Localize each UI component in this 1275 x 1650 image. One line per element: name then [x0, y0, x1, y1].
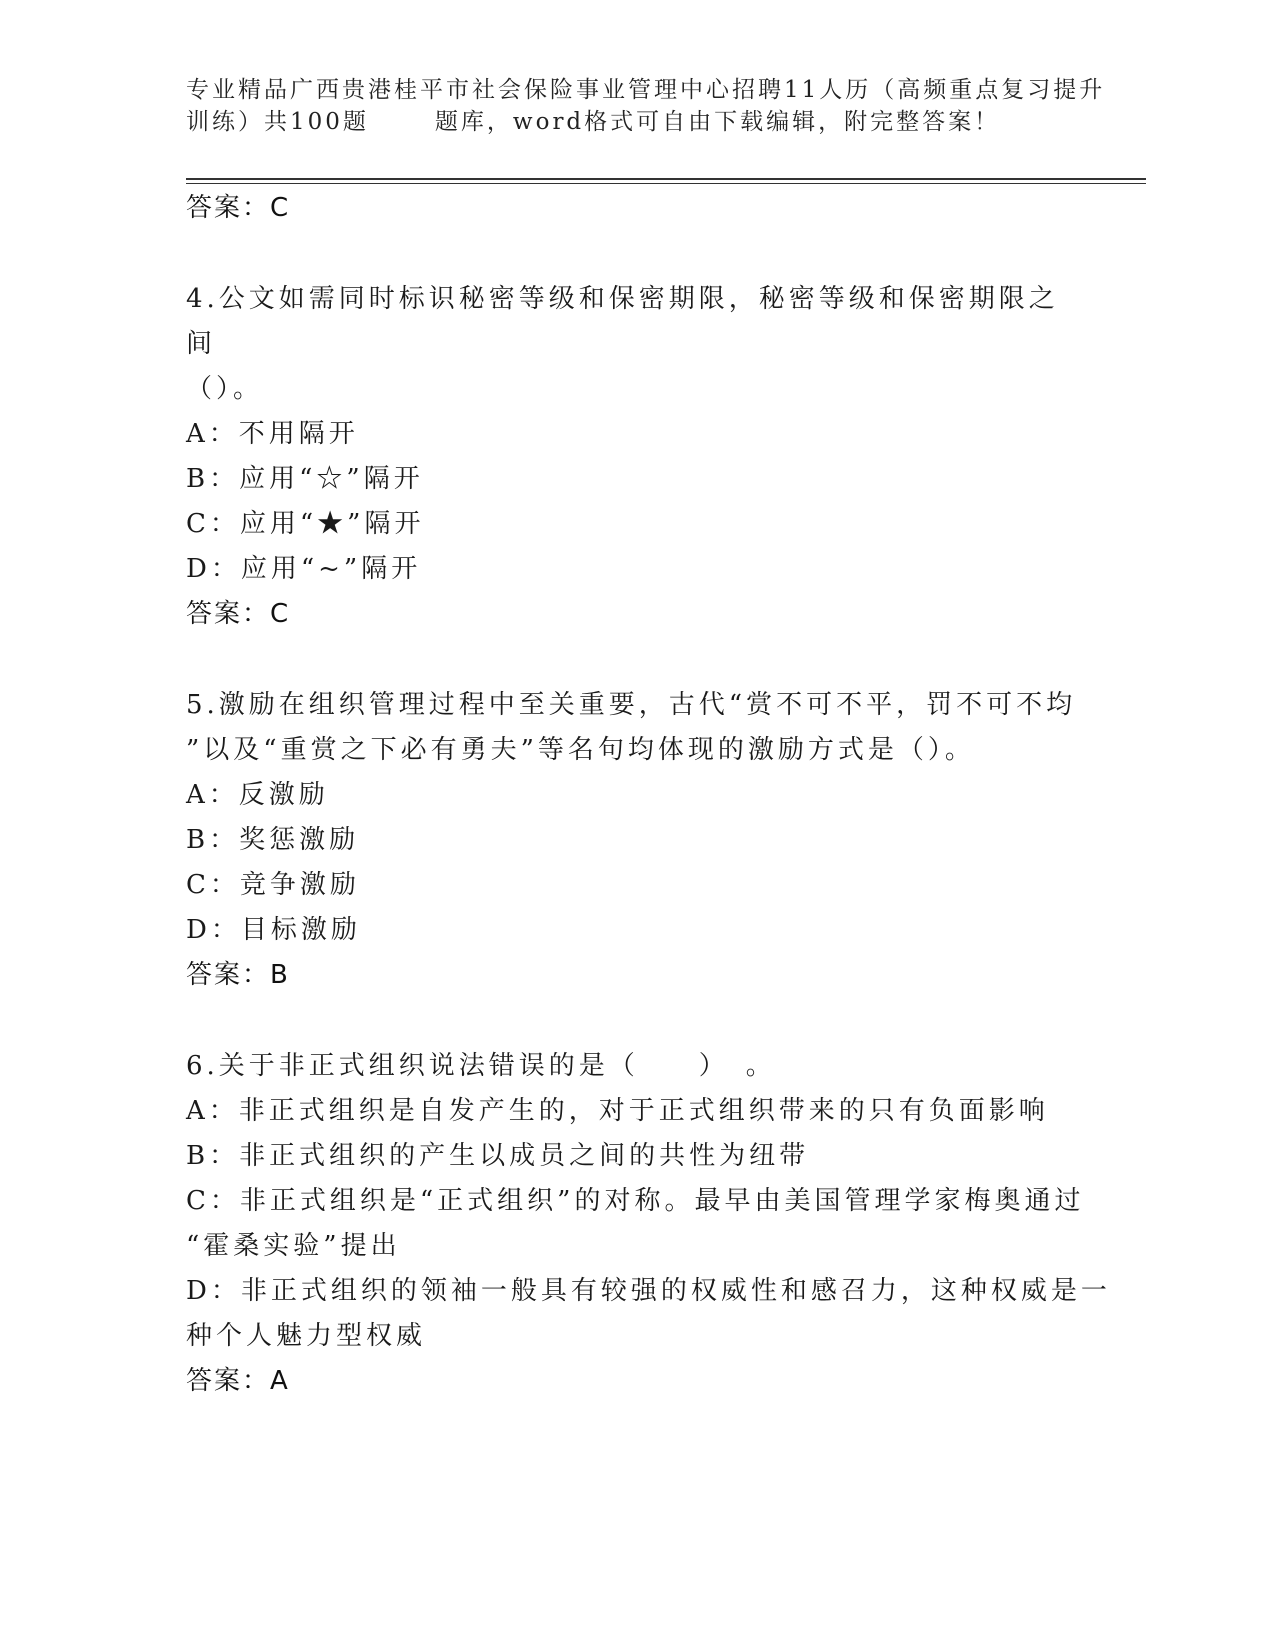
option-d: D：非正式组织的领袖一般具有较强的权威性和感召力，这种权威是一: [186, 1276, 1111, 1306]
question-stem: 6.关于非正式组织说法错误的是（ ） 。: [186, 1051, 776, 1081]
answer-label: 答案：C: [186, 193, 291, 223]
document-header: [186, 74, 1106, 138]
option-b: B：非正式组织的产生以成员之间的共性为纽带: [186, 1141, 810, 1171]
question-list: [186, 186, 1111, 1404]
answer-label: 答案：C: [186, 599, 291, 629]
question-stem: （）。: [186, 374, 264, 404]
option-c-continued: “霍桑实验”提出: [186, 1231, 401, 1261]
header-line-2-left: 训练）共100题: [186, 109, 369, 135]
option-c: C：应用“★”隔开: [186, 509, 425, 539]
option-c: C：非正式组织是“正式组织”的对称。最早由美国管理学家梅奥通过: [186, 1186, 1085, 1216]
header-line-1: 专业精品广西贵港桂平市社会保险事业管理中心招聘11人历（高频重点复习提升: [186, 77, 1106, 103]
header-divider-thick: [186, 178, 1146, 180]
question-stem: 5.激励在组织管理过程中至关重要，古代“赏不可不平，罚不可不均: [186, 690, 1077, 720]
option-c: C：竞争激励: [186, 870, 360, 900]
option-a: A：反激励: [186, 780, 329, 810]
option-b: B：奖惩激励: [186, 825, 360, 855]
option-d: D：应用“~”隔开: [186, 554, 422, 584]
header-line-2: [186, 106, 1086, 138]
question-stem: 4.公文如需同时标识秘密等级和保密期限，秘密等级和保密期限之间: [186, 284, 1059, 359]
answer-label: 答案：A: [186, 1366, 290, 1396]
option-d: D：目标激励: [186, 915, 361, 945]
question-4: [186, 277, 1086, 592]
question-stem: ”以及“重赏之下必有勇夫”等名句均体现的激励方式是（）。: [186, 735, 975, 765]
option-b: B：应用“☆”隔开: [186, 464, 424, 494]
answer-label: 答案：B: [186, 960, 290, 990]
option-d-continued: 种个人魅力型权威: [186, 1321, 427, 1351]
option-a: A：非正式组织是自发产生的，对于正式组织带来的只有负面影响: [186, 1096, 1049, 1126]
question-6: [186, 1044, 1111, 1359]
question-5: [186, 683, 1086, 953]
header-divider-thin: [186, 183, 1146, 184]
header-line-2-right: 题库，word格式可自由下载编辑，附完整答案！: [434, 109, 1001, 135]
option-a: A：不用隔开: [186, 419, 359, 449]
